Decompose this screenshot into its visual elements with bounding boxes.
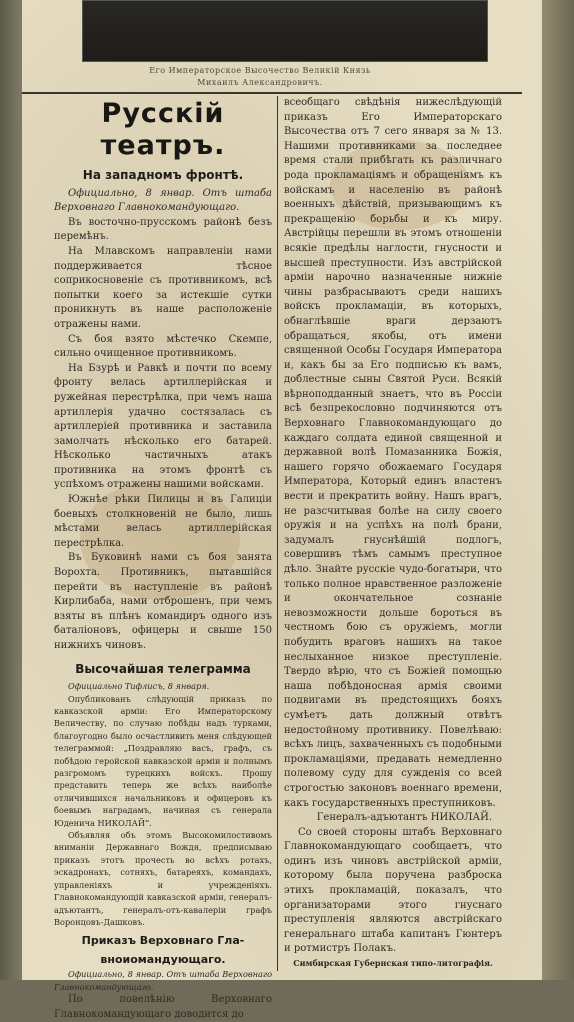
paragraph: По повелѣнію Верховнаго Главнокомандующаго доводится до — [54, 994, 272, 1020]
top-divider — [22, 92, 522, 94]
column-divider — [277, 96, 278, 971]
paragraph: Въ Буковинѣ нами съ боя занята Ворохта. Противникъ, пытавшійся перейти въ наступленіе въ районѣ Кирлибаба, нами отброшенъ, при чемъ взяты въ плѣнъ командиръ одного изъ баталіоновъ, офицеры и свыше 150 нижнихъ чиновъ. — [54, 552, 272, 651]
masthead-line2: театръ. — [100, 130, 226, 161]
masthead-line1: Русскій — [101, 98, 225, 129]
paragraph: Въ восточно-прусскомъ районѣ безъ перемѣнъ. — [54, 216, 272, 243]
paragraph: всеобщаго свѣдѣнія нижеслѣдующій приказъ Его Императорскаго Высочества отъ 7 сего января за № 13. Нашими противниками за последнее время стали прибѣгать къ различнаго рода прокламаціямъ и обращеніямъ къ войскамъ и населенію въ районѣ военныхъ дѣйствій, призывающимъ къ прекращенію борьбы и къ миру. Австрійцы перешли въ этомъ отношеніи всякіе предѣлы наглости, гнусности и высшей преступности. Изъ австрійской арміи нарочно назначенные нижніе чины разбрасываютъ среди нашихъ войскъ прокламаціи, въ которыхъ, обнаглѣвшіе враги дерзаютъ обращаться, якобы, отъ имени священной Особы Государя Императора и, какъ бы за Его подписью къ вамъ, доблестные сыны Святой Руси. Всякій вѣрноподданный знаетъ, что въ Россіи всѣ безпрекословно подчиняются отъ Верховнаго Главнокомандующаго до каждаго солдата единой священной и державной волѣ Помазанника Божія, нашего горячо обожаемаго Государя Императора, Который единъ властенъ вести и прекратить войну. Нашъ врагъ, не разсчитывая болѣе на силу своего оружія и на успѣхъ на полѣ брани, задумалъ гнуснѣйшій подлогъ, совершивъ тѣмъ самымъ преступное дѣло. Знайте русскіе чудо-богатыри, что только полное нравственное разложеніе и окончательное сознаніе невозможности дольше бороться въ честномъ бою съ оружіемъ, могли побудить враговъ нашихъ на такое неслыханное низкое преступленіе. Твердо вѣрю, что съ Божіей помощью наша побѣдоносная армія своими подвигами въ предстоящихъ бояхъ сумѣетъ дать должный отвѣтъ недостойному противнику. Повелѣваю: всѣхъ лицъ, захваченныхъ съ подобными прокламаціями, предавать немедленно полевому суду для сужденія со всей строгостью законовъ военнаго времени, какъ государственныхъ преступниковъ. — [284, 97, 502, 809]
paragraph: На Млавскомъ направленіи нами поддерживается тѣсное соприкосновеніе съ противникомъ, всѣ попытки коего за истекшіе сутки проникнуть въ наше расположеніе отражены нами. — [54, 245, 272, 330]
paragraph: Съ боя взято мѣстечко Скемпе, сильно очищенное противникомъ. — [54, 333, 272, 360]
left-column — [54, 96, 272, 1022]
paragraph: Объявляя объ этомъ Высокомилостивомъ вниманіи Державнаго Вождя, предписываю приказъ этотъ прочесть во всѣхъ ротахъ, эскадронахъ, сотняхъ, батареяхъ, командахъ, управленіяхъ и учрежденіяхъ. Главнокомандующій кавказской арміи, генералъ-адъютантъ, генералъ-отъ-кавалеріи графъ Воронцовъ-Дашковъ. — [54, 830, 272, 927]
section-title-western-front: На западномъ фронтѣ. — [82, 168, 244, 182]
paragraph: Со своей стороны штабъ Верховнаго Главнокомандующаго сообщаетъ, что одинъ изъ чиновъ австрійской арміи, которому была поручена разброска этихъ прокламацій, показалъ, что организаторами этого гнуснаго преступленія являются австрійскаго генеральнаго штаба капитанъ Гюнтеръ и ротмистръ Полакъ. — [284, 826, 502, 955]
dateline: Официально, 8 январ. Отъ штаба Верховнаго Главнокомандующаго. — [54, 187, 272, 214]
paragraph: Южнѣе рѣки Пилицы и въ Галиціи боевыхъ столкновеній не было, лишь мѣстами велась артиллерійская перестрѣлка. — [54, 494, 272, 549]
dateline: Официально, 8 январ. Отъ штаба Верховнаго Главнокомандующаго. — [54, 969, 272, 992]
section-title-order-line2: вноиомандующаго. — [100, 953, 226, 967]
right-column — [284, 96, 502, 957]
signature: Генералъ-адъютантъ НИКОЛАЙ. — [316, 812, 492, 824]
dateline: Официально Тифлисъ, 8 января. — [68, 681, 210, 692]
portrait-photo — [82, 0, 488, 62]
photo-caption-line1: Его Императорское Высочество Великій Князь — [149, 66, 371, 75]
printer-imprint: Симбирская Губернская типо-литографія. — [293, 958, 493, 968]
section-title-order-line1: Приказъ Верховнаго Гла- — [81, 934, 245, 948]
paragraph: Опубликованъ слѣдующій приказъ по кавказской арміи: Его Императорскому Величеству, по случаю побѣды надъ турками, благоугодно было осчастливить меня слѣдующей телеграммой: „Поздравляю васъ, графъ, съ побѣдою геройской кавказской арміи и полнымъ разгромомъ турецкихъ войскъ. Прошу представить теперь же всѣхъ наиболѣе отличившихся начальниковъ и офицеровъ къ боевымъ наградамъ, начиная съ генерала Юденича НИКОЛАЙ“. — [54, 693, 272, 828]
section-title-telegram: Высочайшая телеграмма — [75, 661, 251, 676]
photo-caption-line2: Михаилъ Александровичъ. — [197, 78, 323, 87]
paragraph: На Бзурѣ и Равкѣ и почти по всему фронту велась артиллерійская и ружейная перестрѣлка, при чемъ наша артиллерія удачно состязалась съ артиллеріей противника и заставила замолчать нѣсколько его батарей. Нѣсколько частичныхъ атакъ противника на этомъ фронтѣ съ успѣхомъ отражены нашими войсками. — [54, 362, 272, 491]
